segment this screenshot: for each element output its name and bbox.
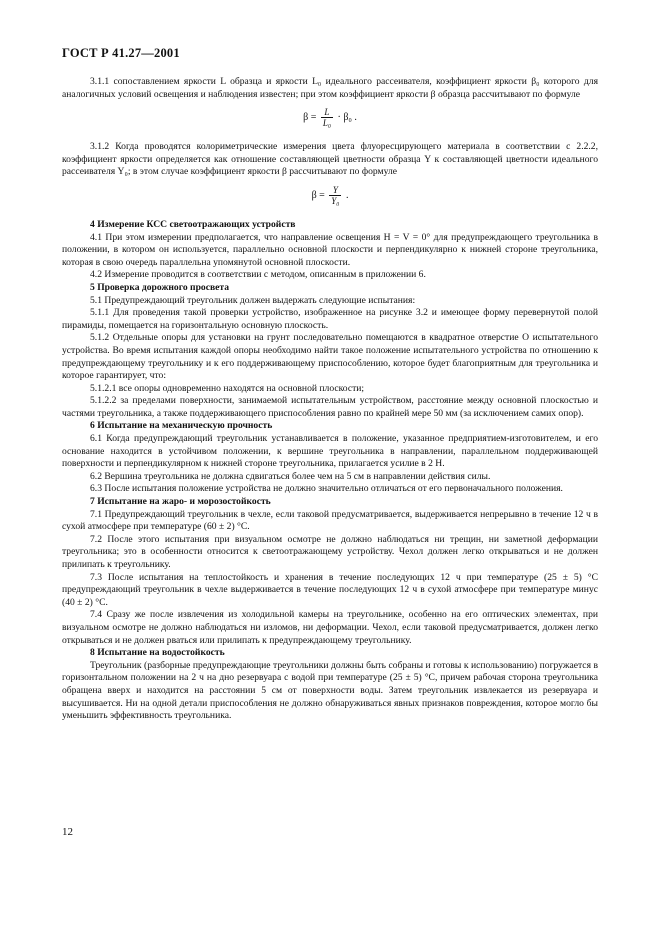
formula-rest: · β₀ . <box>337 111 357 123</box>
section-heading-4: 4 Измерение КСС светоотражающих устройств <box>90 218 296 230</box>
paragraph-5-1-2-1: 5.1.2.1 все опоры одновременно находятся на основной плоскости; <box>90 382 365 394</box>
formula-fraction <box>321 107 333 128</box>
paragraph-5-1-2: 5.1.2 Отдельные опоры для установки на грунт последовательно помещаются в квадратное отверстие O испытательного устройства. Во время испытания каждой опоры необходимо найти такое положение испытательного устройства по отношению к предупреждающему треугольнику и к его поддерживающему приспособлению, которое будет благоприятным для треугольника и которое гарантирует, что: <box>62 332 598 382</box>
document-body <box>62 76 598 723</box>
paragraph-3-1-1: 3.1.1 сопоставлением яркости L образца и яркости L₀ идеального рассеивателя, коэффициент яркости β₀ которого для аналогичных условий освещения и наблюдения известен; при этом коэффициент яркости β образца рассчитывают по формуле <box>62 76 598 100</box>
formula-denominator: L₀ <box>322 118 331 129</box>
section-heading-6: 6 Испытание на механическую прочность <box>90 420 273 432</box>
paragraph-7-4: 7.4 Сразу же после извлечения из холодильной камеры на треугольнике, особенно на его оптических элементах, при визуальном осмотре не должно наблюдаться ни изломов, ни деформации. Чехол, если таковой предусматривается, должен легко открываться и не должен рваться или прилипать к предупреждающему треугольнику. <box>62 609 598 646</box>
paragraph-5-1-2-2: 5.1.2.2 за пределами поверхности, занимаемой испытательным устройством, расстояние между основной плоскостью и частями треугольника, а также поддерживающего приспособления равно по крайней мере 50 мм (за исключением самих опор). <box>62 395 598 419</box>
formula-rest: . <box>345 189 349 201</box>
standard-header: ГОСТ Р 41.27—2001 <box>62 46 180 60</box>
paragraph-4-1: 4.1 При этом измерении предполагается, что направление освещения H = V = 0° для предупреждающего треугольника в положении, в котором он используется, параллельно основной плоскости и перпендикулярно к нижней стороне треугольника, которая в свою очередь параллельна упомянутой основной плоскости. <box>62 231 598 268</box>
page-number: 12 <box>62 826 73 838</box>
paragraph-7-3: 7.3 После испытания на теплостойкость и хранения в течение последующих 12 ч при температуре (25 ± 5) °С предупреждающий треугольник в чехле выдерживается в течение последующих 12 ч в сухой атмосфере при температуре минус (40 ± 2) °С. <box>62 571 598 608</box>
section-heading-8: 8 Испытание на водостойкость <box>90 647 225 659</box>
formula-lhs: β = <box>311 189 325 201</box>
paragraph-5-1: 5.1 Предупреждающий треугольник должен выдержать следующие испытания: <box>90 294 416 306</box>
section-heading-7: 7 Испытание на жаро- и морозостойкость <box>90 496 271 508</box>
paragraph-8: Треугольник (разборные предупреждающие треугольники должны быть собраны и готовы к использованию) погружается в горизонтальном положении на 2 ч на дно резервуара с водой при температуре (25 ± 5) °С, причем рабочая сторона треугольника обращена вверх и находится на расстоянии 5 см от поверхности воды. Затем треугольник извлекается из резервуара и высушивается. Ни на одной детали приспособления не должно обнаруживаться явных признаков повреждения, которое могло бы уменьшить эффективность треугольника. <box>62 659 598 722</box>
paragraph-7-2: 7.2 После этого испытания при визуальном осмотре не должно наблюдаться ни трещин, ни заметной деформации треугольника; это в особенности относится к светоотражающему устройству. Чехол должен легко открываться и не должен прилипать к треугольнику. <box>62 533 598 570</box>
formula-luminance-ratio <box>62 107 598 131</box>
section-heading-5: 5 Проверка дорожного просвета <box>90 281 230 293</box>
paragraph-4-2: 4.2 Измерение проводится в соответствии с методом, описанным в приложении 6. <box>90 269 426 281</box>
formula-fraction <box>329 185 341 206</box>
paragraph-7-1: 7.1 Предупреждающий треугольник в чехле, если таковой предусматривается, выдерживается непрерывно в течение 12 ч в сухой атмосфере при температуре (60 ± 2) °С. <box>62 508 598 533</box>
formula-numerator: Y <box>329 185 341 196</box>
formula-lhs: β = <box>303 111 317 123</box>
paragraph-6-1: 6.1 Когда предупреждающий треугольник устанавливается в положение, указанное предприятием-изготовителем, и его основание находится в устойчивом положении, к вершине треугольника в направлении, параллельном поддерживающей поверхности и перпендикулярном к нижней стороне треугольника, прилагается усилие в 2 Н. <box>62 433 598 470</box>
formula-numerator: L <box>321 107 333 118</box>
paragraph-3-1-2: 3.1.2 Когда проводятся колориметрические измерения цвета флуоресцирующего материала в соответствии с 2.2.2, коэффициент яркости определяется как отношение составляющей цветности образца Y к составляющей цветности идеального рассеивателя Y₀; в этом случае коэффициент яркости β рассчитывают по формуле <box>62 141 598 178</box>
formula-chromaticity-ratio <box>62 185 598 209</box>
paragraph-6-3: 6.3 После испытания положение устройства не должно значительно отличаться от его первоначального положения. <box>90 483 563 495</box>
formula-denominator: Y₀ <box>331 195 340 206</box>
paragraph-6-2: 6.2 Вершина треугольника не должна сдвигаться более чем на 5 см в направлении действия силы. <box>90 470 491 482</box>
paragraph-5-1-1: 5.1.1 Для проведения такой проверки устройство, изображенное на рисунке 3.2 и имеющее форму перевернутой полой пирамиды, помещается на горизонтальную основную плоскость. <box>62 307 598 331</box>
